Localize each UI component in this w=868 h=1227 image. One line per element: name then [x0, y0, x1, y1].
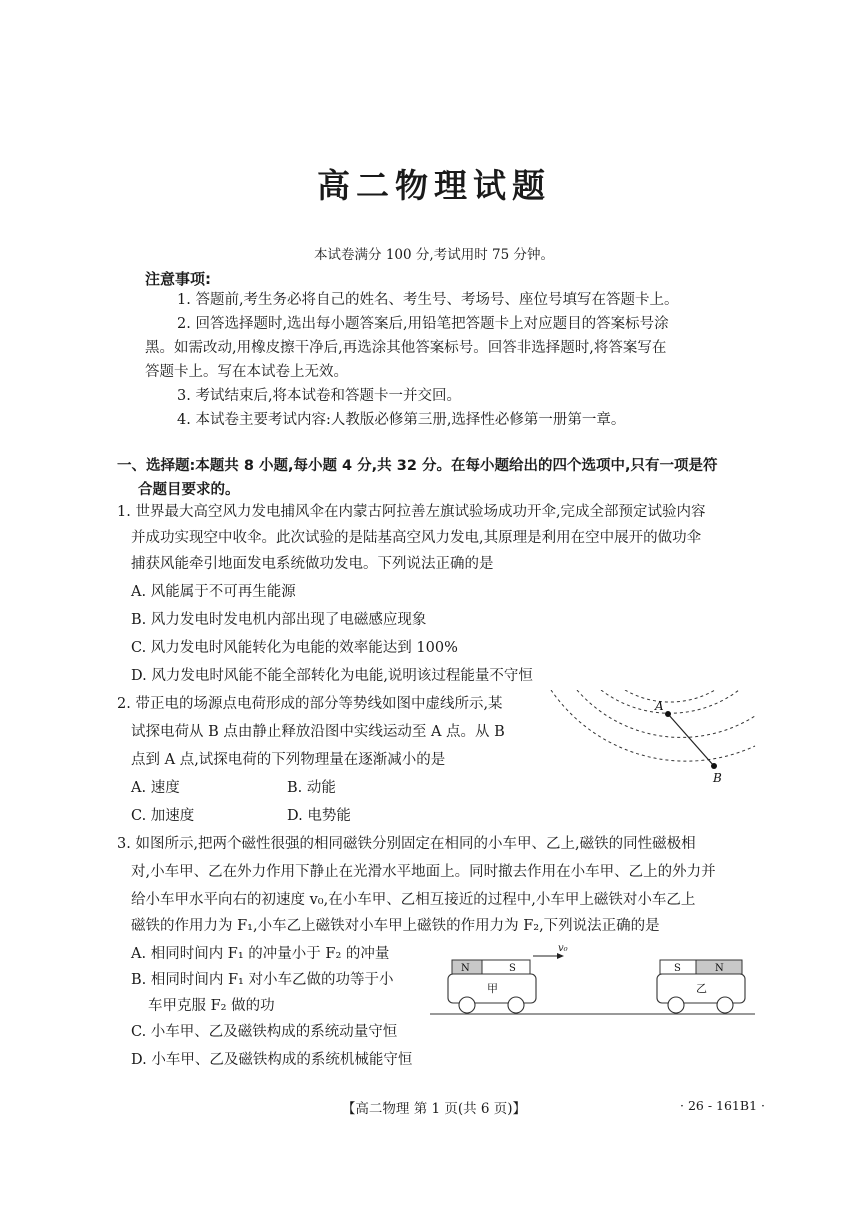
equipotential-line [625, 690, 715, 702]
point-a [665, 711, 671, 717]
notice-line: 3. 考试结束后,将本试卷和答题卡一并交回。 [177, 388, 462, 404]
section-heading: 一、选择题:本题共 8 小题,每小题 4 分,共 32 分。在每小题给出的四个选项中,只有一项是符 [117, 458, 718, 474]
notice-line: 黑。如需改动,用橡皮擦干净后,再选涂其他答案标号。回答非选择题时,将答案写在 [145, 340, 667, 356]
exam-title: 高二物理试题 [317, 166, 551, 205]
cart-yi [657, 960, 745, 1013]
wheel [459, 997, 475, 1013]
q3-stem: 磁铁的作用力为 F₁,小车乙上磁铁对小车甲上磁铁的作用力为 F₂,下列说法正确的是 [131, 918, 660, 934]
q3-option-c: C. 小车甲、乙及磁铁构成的系统动量守恒 [131, 1024, 398, 1040]
trajectory-line [668, 714, 714, 766]
wheel [668, 997, 684, 1013]
cart1-name: 甲 [487, 982, 498, 995]
notice-line: 答题卡上。写在本试卷上无效。 [145, 364, 348, 380]
q2-option-d: D. 电势能 [287, 808, 351, 824]
equipotential-line [601, 690, 739, 713]
q1-option-a: A. 风能属于不可再生能源 [131, 584, 296, 600]
notice-line: 1. 答题前,考生务必将自己的姓名、考生号、考场号、座位号填写在答题卡上。 [177, 292, 679, 308]
wheel [717, 997, 733, 1013]
q3-option-b-cont: 车甲克服 F₂ 做的功 [148, 998, 275, 1014]
q3-option-a: A. 相同时间内 F₁ 的冲量小于 F₂ 的冲量 [131, 946, 390, 962]
q2-option-c: C. 加速度 [131, 808, 195, 824]
notice-line: 2. 回答选择题时,选出每小题答案后,用铅笔把答题卡上对应题目的答案标号涂 [177, 316, 669, 332]
q2-stem: 试探电荷从 B 点由静止释放沿图中实线运动至 A 点。从 B [131, 724, 505, 740]
wheel [508, 997, 524, 1013]
cart2-name: 乙 [696, 982, 707, 995]
q2-option-a: A. 速度 [131, 780, 180, 796]
q1-stem: 1. 世界最大高空风力发电捕风伞在内蒙古阿拉善左旗试验场成功开伞,完成全部预定试验内容 [117, 504, 706, 520]
notice-line: 4. 本试卷主要考试内容:人教版必修第三册,选择性必修第一册第一章。 [177, 412, 626, 428]
q1-option-d: D. 风力发电时风能不能全部转化为电能,说明该过程能量不守恒 [131, 668, 533, 684]
q3-stem: 给小车甲水平向右的初速度 v₀,在小车甲、乙相互接近的过程中,小车甲上磁铁对小车乙上 [131, 892, 696, 908]
cart2-left-pole: S [674, 963, 681, 974]
notice-heading: 注意事项: [145, 270, 211, 288]
q3-option-b: B. 相同时间内 F₁ 对小车乙做的功等于小 [131, 972, 394, 988]
equipotential-figure [535, 690, 760, 790]
cart1-right-pole: S [509, 963, 516, 974]
q1-option-c: C. 风力发电时风能转化为电能的效率能达到 100% [131, 640, 458, 656]
page-code: · 26 - 161B1 · [680, 1098, 765, 1113]
cart1-left-pole: N [461, 963, 470, 974]
page-footer: 【高二物理 第 1 页(共 6 页)】 [341, 1101, 527, 1117]
q2-option-b: B. 动能 [287, 780, 336, 796]
q1-option-b: B. 风力发电时发电机内部出现了电磁感应现象 [131, 612, 427, 628]
cart2-right-pole: N [715, 963, 724, 974]
q1-stem: 捕获风能牵引地面发电系统做功发电。下列说法正确的是 [131, 556, 494, 572]
label-a: A [655, 699, 664, 713]
q1-stem: 并成功实现空中收伞。此次试验的是陆基高空风力发电,其原理是利用在空中展开的做功伞 [131, 530, 702, 546]
magnet-pole-s [482, 960, 530, 974]
cart-jia [448, 960, 536, 1013]
exam-subtitle: 本试卷满分 100 分,考试用时 75 分钟。 [314, 247, 554, 263]
point-b [711, 763, 717, 769]
carts-figure [425, 940, 760, 1020]
q2-stem: 2. 带正电的场源点电荷形成的部分等势线如图中虚线所示,某 [117, 696, 503, 712]
q2-stem: 点到 A 点,试探电荷的下列物理量在逐渐减小的是 [131, 752, 446, 768]
section-heading-cont: 合题目要求的。 [138, 482, 240, 498]
q3-stem: 3. 如图所示,把两个磁性很强的相同磁铁分别固定在相同的小车甲、乙上,磁铁的同性磁极相 [117, 836, 696, 852]
q3-option-d: D. 小车甲、乙及磁铁构成的系统机械能守恒 [131, 1052, 413, 1068]
velocity-label: v₀ [558, 943, 568, 954]
label-b: B [713, 771, 722, 785]
q3-stem: 对,小车甲、乙在外力作用下静止在光滑水平地面上。同时撤去作用在小车甲、乙上的外力并 [131, 864, 716, 880]
